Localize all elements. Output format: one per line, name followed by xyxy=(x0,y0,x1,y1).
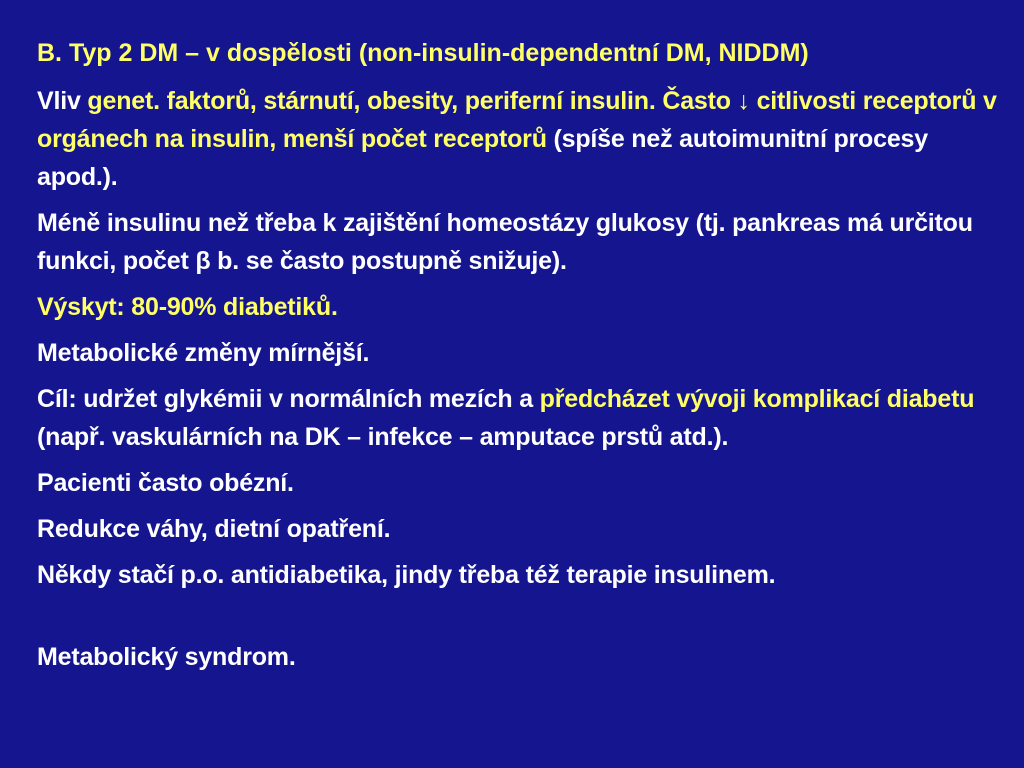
paragraph-goal-lead: Cíl: udržet glykémii v normálních mezích a xyxy=(37,385,540,413)
paragraph-factors-tail: (spíše než autoimunitní procesy apod.). xyxy=(37,125,928,191)
paragraph-goal xyxy=(37,380,1000,456)
paragraph-occurrence: Výskyt: 80-90% diabetiků. xyxy=(37,293,338,321)
paragraph-insulin: Méně insulinu než třeba k zajištění homeostázy glukosy (tj. pankreas má určitou funkci, počet β b. se často postupně snižuje). xyxy=(37,209,973,275)
spacer xyxy=(37,596,1000,638)
paragraph-factors-highlight: genet. faktorů, stárnutí, obesity, periferní insulin. Často ↓ citlivosti receptorů v orgánech na insulin, menší počet receptorů xyxy=(37,87,997,153)
paragraph-goal-highlight: předcházet vývoji komplikací diabetu xyxy=(539,385,975,413)
paragraph-patients: Pacienti často obézní. xyxy=(37,469,294,497)
paragraph-goal-tail: (např. vaskulárních na DK – infekce – amputace prstů atd.). xyxy=(37,423,729,451)
paragraph-syndrome: Metabolický syndrom. xyxy=(37,643,296,671)
paragraph-weight: Redukce váhy, dietní opatření. xyxy=(37,515,391,543)
slide-title: B. Typ 2 DM – v dospělosti (non-insulin-dependentní DM, NIDDM) xyxy=(37,39,809,67)
paragraph-therapy: Někdy stačí p.o. antidiabetika, jindy třeba též terapie insulinem. xyxy=(37,561,776,589)
paragraph-metabolic-changes: Metabolické změny mírnější. xyxy=(37,339,370,367)
paragraph-factors-lead: Vliv xyxy=(37,87,88,115)
paragraph-factors xyxy=(37,82,1000,196)
